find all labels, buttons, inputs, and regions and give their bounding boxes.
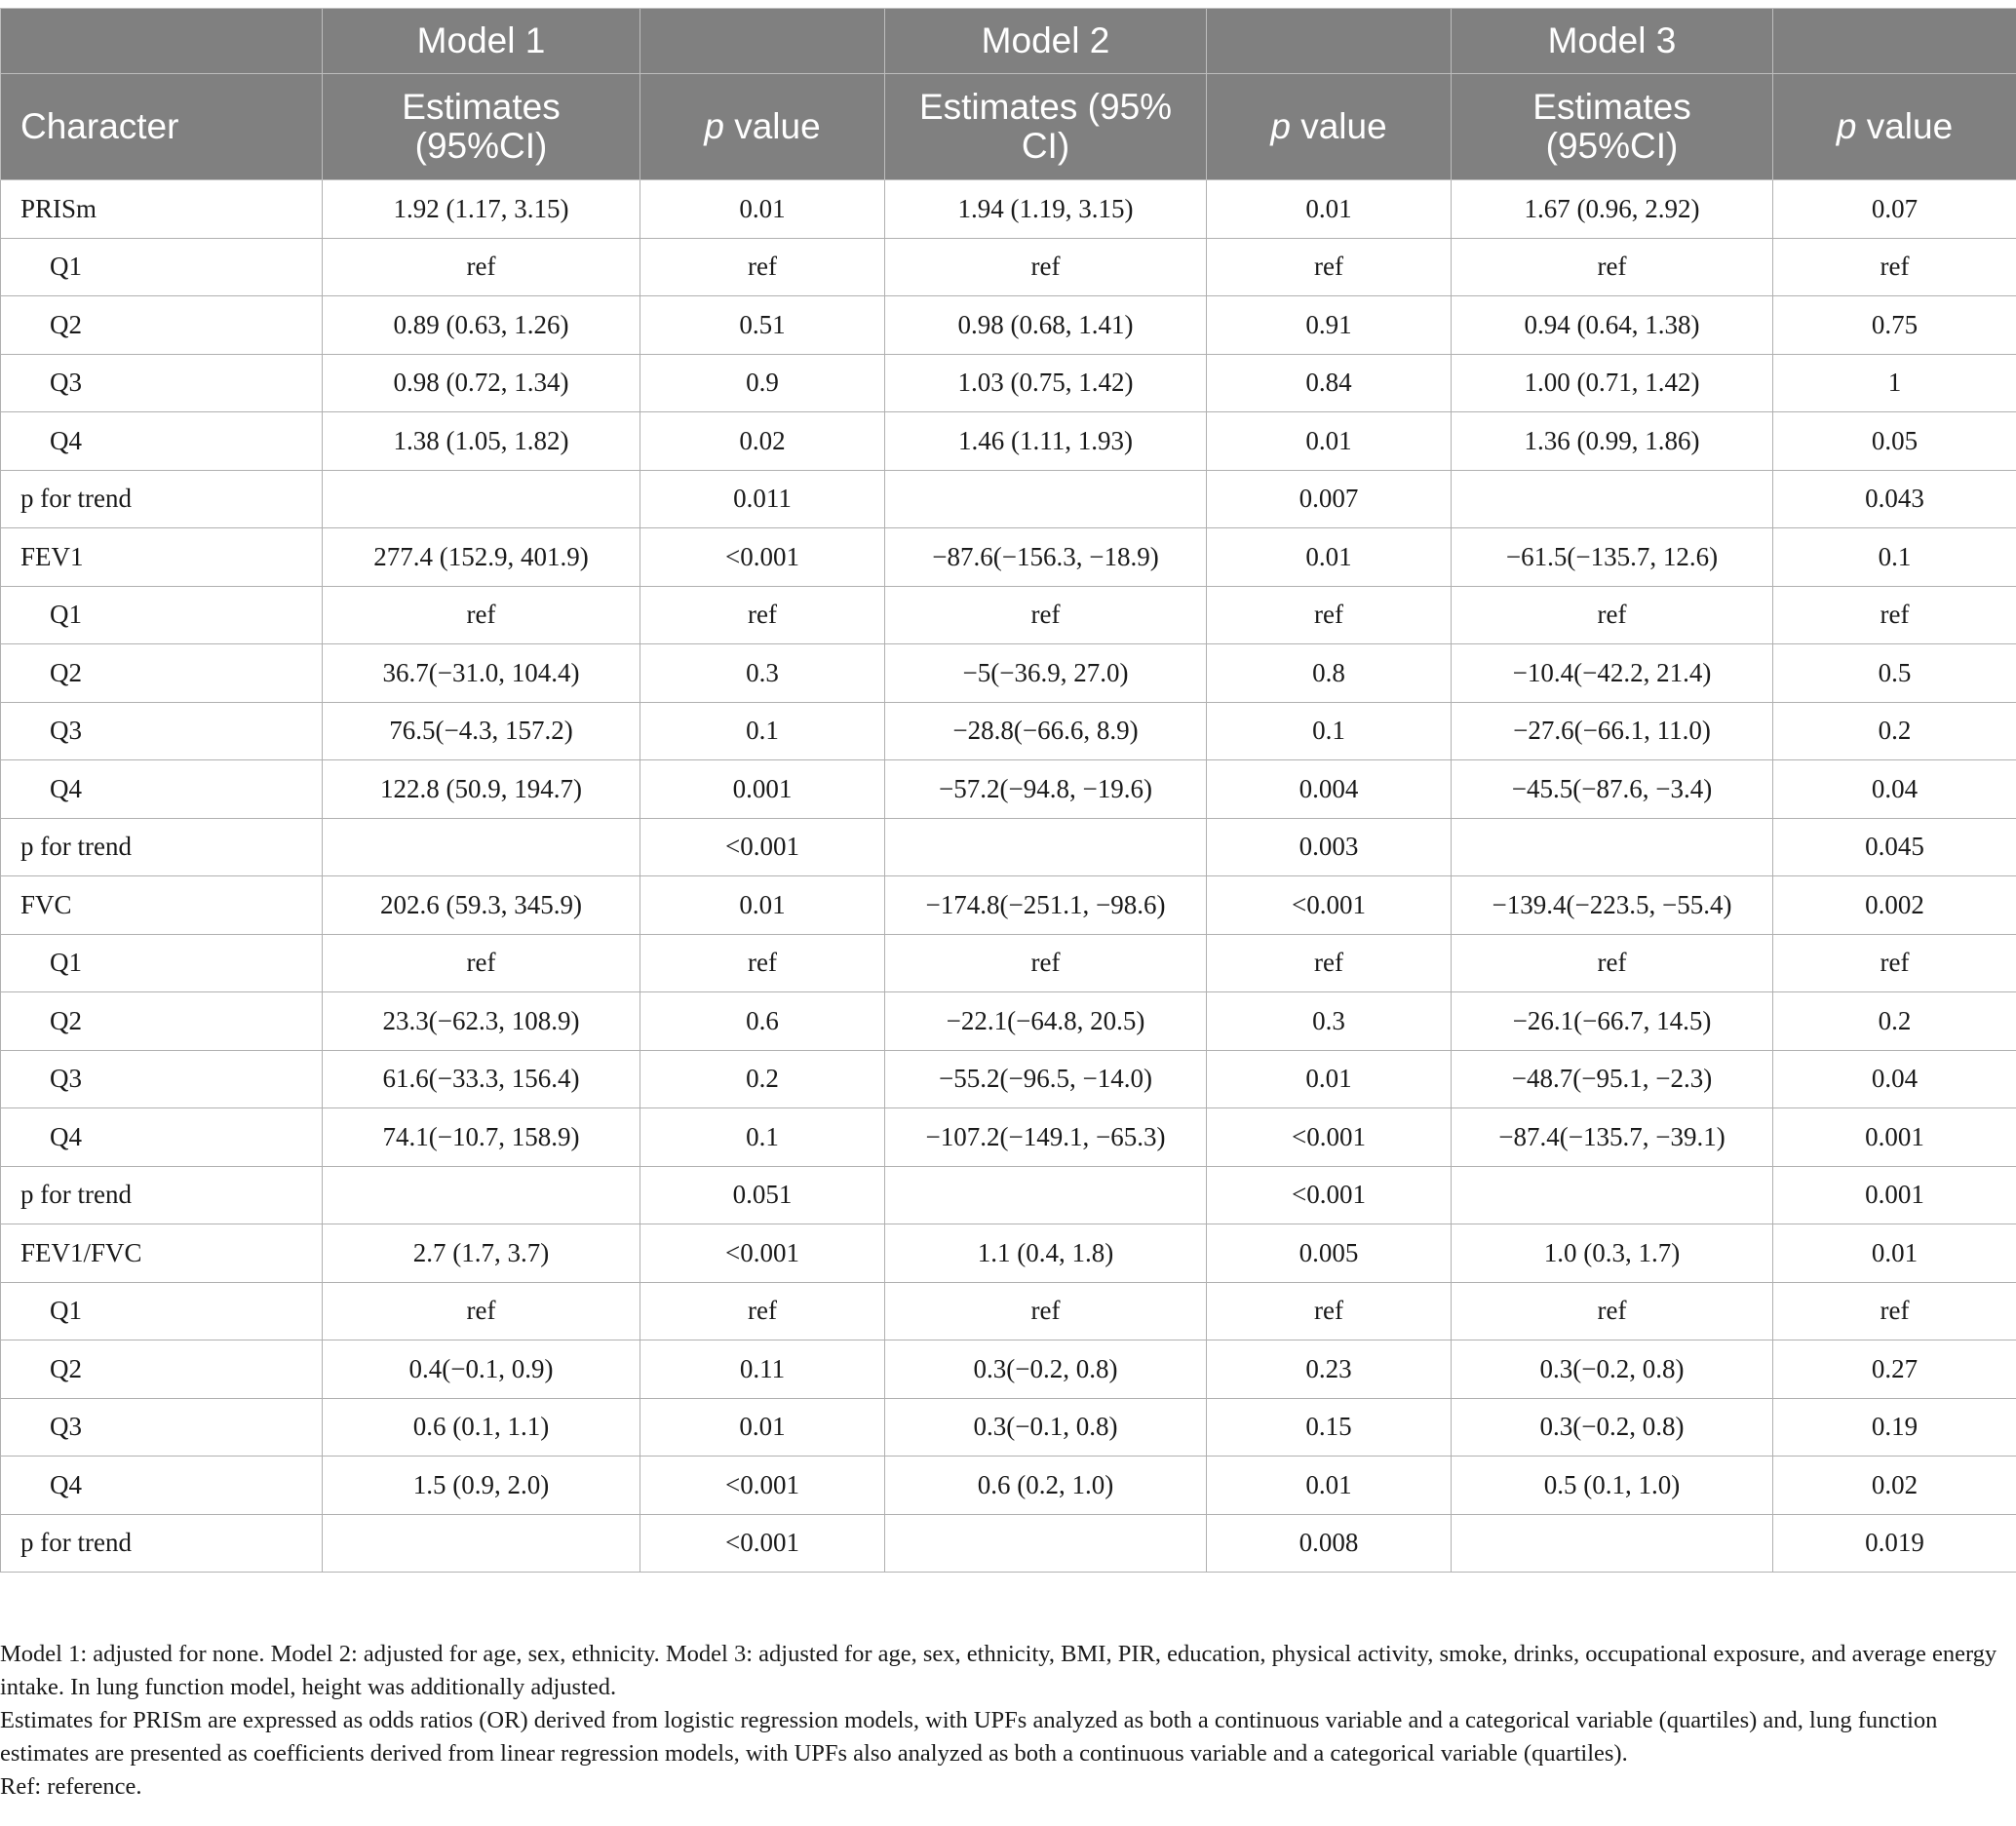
table-cell [885,818,1207,876]
table-cell: <0.001 [640,818,885,876]
table-cell: <0.001 [640,528,885,587]
table-row [1,296,2016,355]
row-label-cell: p for trend [1,1514,323,1573]
model-header-cell [640,9,885,74]
header-text: p [1270,106,1291,146]
row-label-cell: PRISm [1,180,323,239]
table-cell: 0.005 [1207,1224,1452,1283]
table-cell: 0.002 [1773,876,2016,935]
table-cell: 0.5 (0.1, 1.0) [1452,1457,1773,1515]
column-header-cell [1207,74,1452,180]
table-cell: ref [885,1282,1207,1340]
table-cell: 0.02 [640,412,885,471]
table-cell: 122.8 (50.9, 194.7) [323,760,640,819]
header-text: value [1290,106,1387,146]
table-row [1,586,2016,644]
table-cell: ref [323,1282,640,1340]
table-row [1,876,2016,935]
regression-results-table [0,8,2016,1573]
column-header-cell [885,74,1207,180]
table-row [1,760,2016,819]
row-label-cell: FEV1 [1,528,323,587]
table-cell: −48.7(−95.1, −2.3) [1452,1050,1773,1108]
model-header-cell: Model 3 [1452,9,1773,74]
header-text: value [1856,106,1954,146]
table-cell: 74.1(−10.7, 158.9) [323,1108,640,1167]
model-header-cell [1207,9,1452,74]
table-cell: 0.043 [1773,470,2016,528]
table-cell: −45.5(−87.6, −3.4) [1452,760,1773,819]
table-cell: ref [323,238,640,296]
table-cell [323,1166,640,1224]
table-cell: ref [1452,586,1773,644]
table-cell: 0.05 [1773,412,2016,471]
table-cell: 0.01 [1207,528,1452,587]
row-label-cell: Q3 [1,1398,323,1457]
table-cell: 0.01 [640,876,885,935]
table-cell: 0.89 (0.63, 1.26) [323,296,640,355]
table-cell [1452,470,1773,528]
table-cell: 0.001 [1773,1166,2016,1224]
table-cell: 1.67 (0.96, 2.92) [1452,180,1773,239]
table-cell: 0.01 [1207,180,1452,239]
table-footnotes [0,1638,2008,1804]
table-cell: 0.98 (0.72, 1.34) [323,354,640,412]
table-cell: 0.6 (0.2, 1.0) [885,1457,1207,1515]
row-label-cell: FEV1/FVC [1,1224,323,1283]
character-column-header [1,74,323,180]
row-label-cell: Q1 [1,238,323,296]
table-cell: ref [1207,238,1452,296]
table-cell: 76.5(−4.3, 157.2) [323,702,640,760]
table-cell: 0.01 [1207,412,1452,471]
table-cell: 0.3(−0.2, 0.8) [885,1340,1207,1399]
table-row [1,354,2016,412]
table-cell: −10.4(−42.2, 21.4) [1452,644,1773,703]
table-row [1,470,2016,528]
row-label-cell: Q4 [1,1457,323,1515]
model-header-cell [1773,9,2016,74]
table-row [1,1224,2016,1283]
table-cell: 0.1 [1207,702,1452,760]
table-cell: 0.2 [1773,702,2016,760]
row-label-cell: Q2 [1,296,323,355]
table-row [1,644,2016,703]
table-cell: 0.19 [1773,1398,2016,1457]
table-cell: ref [640,238,885,296]
table-cell: −139.4(−223.5, −55.4) [1452,876,1773,935]
table-cell: ref [1452,934,1773,992]
table-cell [323,1514,640,1573]
row-label-cell: Q3 [1,354,323,412]
table-cell: 1.38 (1.05, 1.82) [323,412,640,471]
table-cell: −55.2(−96.5, −14.0) [885,1050,1207,1108]
table-cell: 0.84 [1207,354,1452,412]
table-cell: 0.3(−0.2, 0.8) [1452,1340,1773,1399]
table-cell: 0.5 [1773,644,2016,703]
row-label-cell: p for trend [1,1166,323,1224]
results-table-container [0,8,2016,1573]
table-cell: 1.94 (1.19, 3.15) [885,180,1207,239]
table-cell: 0.1 [640,1108,885,1167]
row-label-cell: Q2 [1,1340,323,1399]
table-row [1,992,2016,1051]
table-cell: −26.1(−66.7, 14.5) [1452,992,1773,1051]
table-cell: 0.51 [640,296,885,355]
table-row [1,1398,2016,1457]
table-cell [323,470,640,528]
table-cell: 0.3(−0.1, 0.8) [885,1398,1207,1457]
table-row [1,528,2016,587]
row-label-cell: p for trend [1,818,323,876]
table-cell: −87.6(−156.3, −18.9) [885,528,1207,587]
table-cell [885,1514,1207,1573]
table-cell: −87.4(−135.7, −39.1) [1452,1108,1773,1167]
table-row [1,412,2016,471]
table-cell [1452,1514,1773,1573]
column-header-cell [1452,74,1773,180]
table-row [1,934,2016,992]
column-header-cell [1773,74,2016,180]
table-cell: 0.051 [640,1166,885,1224]
table-cell: 0.01 [1773,1224,2016,1283]
table-cell: 61.6(−33.3, 156.4) [323,1050,640,1108]
table-row [1,702,2016,760]
table-cell: 0.07 [1773,180,2016,239]
table-cell: ref [1773,1282,2016,1340]
table-cell: 0.04 [1773,760,2016,819]
table-cell: 23.3(−62.3, 108.9) [323,992,640,1051]
table-cell: 277.4 (152.9, 401.9) [323,528,640,587]
model-header-cell: Model 1 [323,9,640,74]
header-text: Character [20,106,179,146]
header-text: Estimates (95%CI) [1532,87,1691,166]
table-cell: 0.94 (0.64, 1.38) [1452,296,1773,355]
table-cell: 0.75 [1773,296,2016,355]
column-header-cell [640,74,885,180]
table-cell [885,470,1207,528]
table-cell: 1.46 (1.11, 1.93) [885,412,1207,471]
table-cell: ref [1452,238,1773,296]
table-cell: 0.01 [640,180,885,239]
table-row [1,180,2016,239]
table-cell: 0.019 [1773,1514,2016,1573]
table-cell: 0.02 [1773,1457,2016,1515]
model-header-row [1,9,2016,74]
table-cell: 0.6 (0.1, 1.1) [323,1398,640,1457]
table-cell: 0.11 [640,1340,885,1399]
row-label-cell: Q3 [1,1050,323,1108]
table-row [1,1514,2016,1573]
table-header [1,9,2016,180]
table-cell: 1.03 (0.75, 1.42) [885,354,1207,412]
table-cell: 0.27 [1773,1340,2016,1399]
header-text: p [704,106,724,146]
table-cell: ref [885,934,1207,992]
table-cell: 0.4(−0.1, 0.9) [323,1340,640,1399]
table-row [1,1050,2016,1108]
table-cell: 0.001 [640,760,885,819]
table-cell: 0.1 [640,702,885,760]
row-label-cell: Q4 [1,412,323,471]
table-cell: ref [323,586,640,644]
table-cell [323,818,640,876]
table-cell: ref [1773,934,2016,992]
footnote-paragraph: Ref: reference. [0,1773,142,1800]
table-cell: 36.7(−31.0, 104.4) [323,644,640,703]
column-header-cell [323,74,640,180]
table-cell: 0.004 [1207,760,1452,819]
row-label-cell: Q2 [1,644,323,703]
table-row [1,1166,2016,1224]
table-cell: <0.001 [1207,876,1452,935]
table-cell: 0.01 [1207,1050,1452,1108]
table-cell: 0.04 [1773,1050,2016,1108]
table-body [1,180,2016,1573]
table-cell: 0.011 [640,470,885,528]
table-cell: 0.2 [1773,992,2016,1051]
table-row [1,1108,2016,1167]
table-cell: 0.15 [1207,1398,1452,1457]
table-cell: −107.2(−149.1, −65.3) [885,1108,1207,1167]
row-label-cell: Q1 [1,934,323,992]
table-cell: 0.1 [1773,528,2016,587]
table-cell: 0.01 [1207,1457,1452,1515]
table-cell: 0.01 [640,1398,885,1457]
table-cell: 0.001 [1773,1108,2016,1167]
table-cell: 0.3 [1207,992,1452,1051]
table-cell: 0.003 [1207,818,1452,876]
table-cell: 0.23 [1207,1340,1452,1399]
table-cell [885,1166,1207,1224]
header-text: p [1836,106,1857,146]
table-cell: 0.2 [640,1050,885,1108]
table-cell: 1.00 (0.71, 1.42) [1452,354,1773,412]
table-cell: −28.8(−66.6, 8.9) [885,702,1207,760]
table-cell: ref [1207,934,1452,992]
row-label-cell: p for trend [1,470,323,528]
table-cell: 1.92 (1.17, 3.15) [323,180,640,239]
table-cell: 0.91 [1207,296,1452,355]
table-cell [1452,1166,1773,1224]
model-header-cell: Model 2 [885,9,1207,74]
table-cell: 0.8 [1207,644,1452,703]
table-cell: <0.001 [640,1457,885,1515]
table-cell: <0.001 [1207,1108,1452,1167]
table-cell: <0.001 [640,1514,885,1573]
table-cell: ref [640,586,885,644]
table-cell: −61.5(−135.7, 12.6) [1452,528,1773,587]
table-cell: 1.36 (0.99, 1.86) [1452,412,1773,471]
table-cell: ref [323,934,640,992]
footnote-paragraph: Estimates for PRISm are expressed as odds ratios (OR) derived from logistic regression models, with UPFs analyzed as both a continuous variable and a categorical variable (quartiles) and, lung function estimates are presented as coefficients derived from linear regression models, with UPFs also analyzed as both a continuous variable and a categorical variable (quartiles). [0,1707,1938,1767]
table-row [1,238,2016,296]
table-row [1,1457,2016,1515]
table-cell: −27.6(−66.1, 11.0) [1452,702,1773,760]
table-cell: 2.7 (1.7, 3.7) [323,1224,640,1283]
row-label-cell: Q1 [1,1282,323,1340]
row-label-cell: Q4 [1,760,323,819]
table-cell: −174.8(−251.1, −98.6) [885,876,1207,935]
table-cell: ref [1207,586,1452,644]
table-cell: 0.3(−0.2, 0.8) [1452,1398,1773,1457]
table-cell: ref [640,934,885,992]
table-cell: 0.045 [1773,818,2016,876]
header-text: Estimates (95% CI) [918,87,1173,166]
table-cell: ref [1773,586,2016,644]
table-cell: 1 [1773,354,2016,412]
row-label-cell: Q3 [1,702,323,760]
footnote-paragraph: Model 1: adjusted for none. Model 2: adjusted for age, sex, ethnicity. Model 3: adjusted for age, sex, ethnicity, BMI, PIR, education, physical activity, smoke, drinks, occupational exposure, and average energy intake. In lung function model, height was additionally adjusted. [0,1641,1997,1700]
table-cell [1452,818,1773,876]
header-text: Estimates (95%CI) [402,87,561,166]
table-cell: 0.008 [1207,1514,1452,1573]
table-cell: 0.3 [640,644,885,703]
table-cell: <0.001 [640,1224,885,1283]
table-cell: 0.98 (0.68, 1.41) [885,296,1207,355]
table-cell: 0.6 [640,992,885,1051]
table-cell: 202.6 (59.3, 345.9) [323,876,640,935]
table-cell: 1.1 (0.4, 1.8) [885,1224,1207,1283]
table-row [1,1282,2016,1340]
header-text: value [723,106,821,146]
table-cell: ref [640,1282,885,1340]
table-cell: −57.2(−94.8, −19.6) [885,760,1207,819]
row-label-cell: Q2 [1,992,323,1051]
table-row [1,1340,2016,1399]
model-header-cell [1,9,323,74]
table-cell: −5(−36.9, 27.0) [885,644,1207,703]
table-cell: ref [1207,1282,1452,1340]
row-label-cell: FVC [1,876,323,935]
table-cell: <0.001 [1207,1166,1452,1224]
table-row [1,818,2016,876]
column-header-row [1,74,2016,180]
table-cell: ref [1452,1282,1773,1340]
table-cell: 1.0 (0.3, 1.7) [1452,1224,1773,1283]
table-cell: 0.9 [640,354,885,412]
table-cell: ref [885,586,1207,644]
row-label-cell: Q1 [1,586,323,644]
table-cell: 1.5 (0.9, 2.0) [323,1457,640,1515]
table-cell: −22.1(−64.8, 20.5) [885,992,1207,1051]
table-cell: ref [1773,238,2016,296]
table-cell: 0.007 [1207,470,1452,528]
table-cell: ref [885,238,1207,296]
row-label-cell: Q4 [1,1108,323,1167]
